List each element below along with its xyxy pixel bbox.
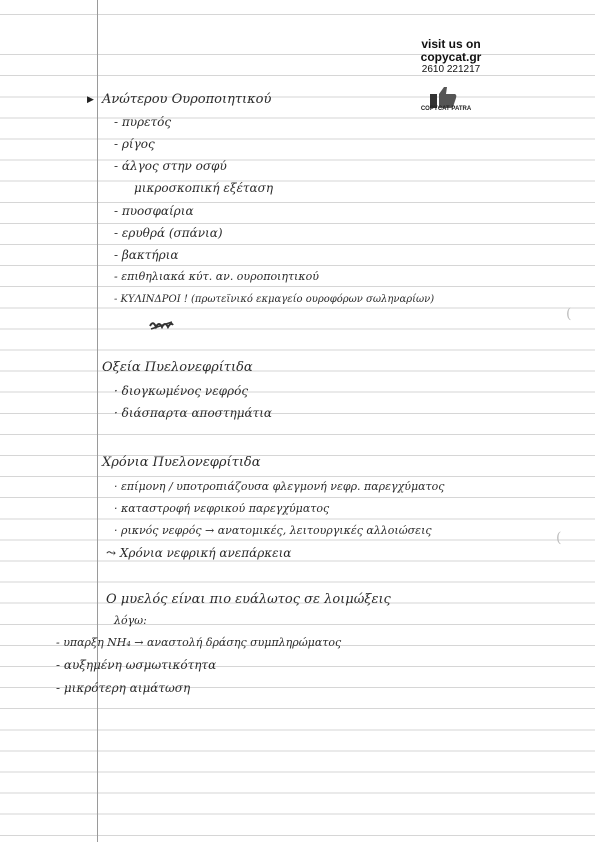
section-title: Οξεία Πυελονεφρίτιδα (102, 360, 253, 375)
list-item: - ΚΥΛΙΝΔΡΟΙ ! (πρωτεϊνικό εκμαγείο ουροφόρων σωληναρίων) (114, 294, 435, 305)
ad-line-1: visit us on (421, 37, 481, 51)
list-item: - επιθηλιακά κύτ. αν. ουροποιητικού (114, 270, 319, 283)
list-item: - βακτήρια (114, 248, 179, 262)
list-item: · επίμονη / υποτροπιάζουσα φλεγμονή νεφρ. παρεγχύματος (114, 480, 445, 493)
section-title: Ανώτερου Ουροποιητικού (102, 92, 272, 107)
list-item: · διογκωμένος νεφρός (114, 384, 249, 398)
margin-mark: ( (556, 530, 562, 546)
section-subtitle: λόγω: (114, 614, 147, 627)
section-title: Χρόνια Πυελονεφρίτιδα (102, 455, 261, 470)
list-item: - υπαρξη NH₄ → αναστολή δράσης συμπληρώματος (56, 636, 342, 649)
list-item: ⤳ Χρόνια νεφρική ανεπάρκεια (106, 546, 292, 560)
ad-website: copycat.gr (420, 50, 482, 64)
list-item: - πυοσφαίρια (114, 204, 194, 218)
list-item: - ρίγος (114, 137, 155, 151)
list-item: - ερυθρά (σπάνια) (114, 226, 223, 240)
list-item: - μικρότερη αιμάτωση (56, 681, 191, 695)
ad-phone: 2610 221217 (421, 64, 481, 75)
list-item: · καταστροφή νεφρικού παρεγχύματος (114, 502, 330, 515)
margin-mark: ( (566, 306, 572, 322)
section-title: Ο μυελός είναι πιο ευάλωτος σε λοιμώξεις (106, 592, 391, 607)
list-item: - πυρετός (114, 115, 172, 129)
list-item: · διάσπαρτα αποστημάτια (114, 406, 273, 420)
list-item: · ρικνός νεφρός → ανατομικές, λειτουργικές αλλοιώσεις (114, 524, 432, 537)
scribble-mark (148, 318, 174, 332)
copycat-ad (396, 38, 506, 76)
margin-line (97, 0, 98, 842)
list-item: - αυξημένη ωσμωτικότητα (56, 658, 217, 672)
list-item: μικροσκοπική εξέταση (134, 181, 274, 195)
arrow-bullet-icon: ▶ (87, 95, 94, 105)
logo-caption: COPYCAT PATRA (420, 106, 472, 112)
list-item: - άλγος στην οσφύ (114, 159, 227, 173)
